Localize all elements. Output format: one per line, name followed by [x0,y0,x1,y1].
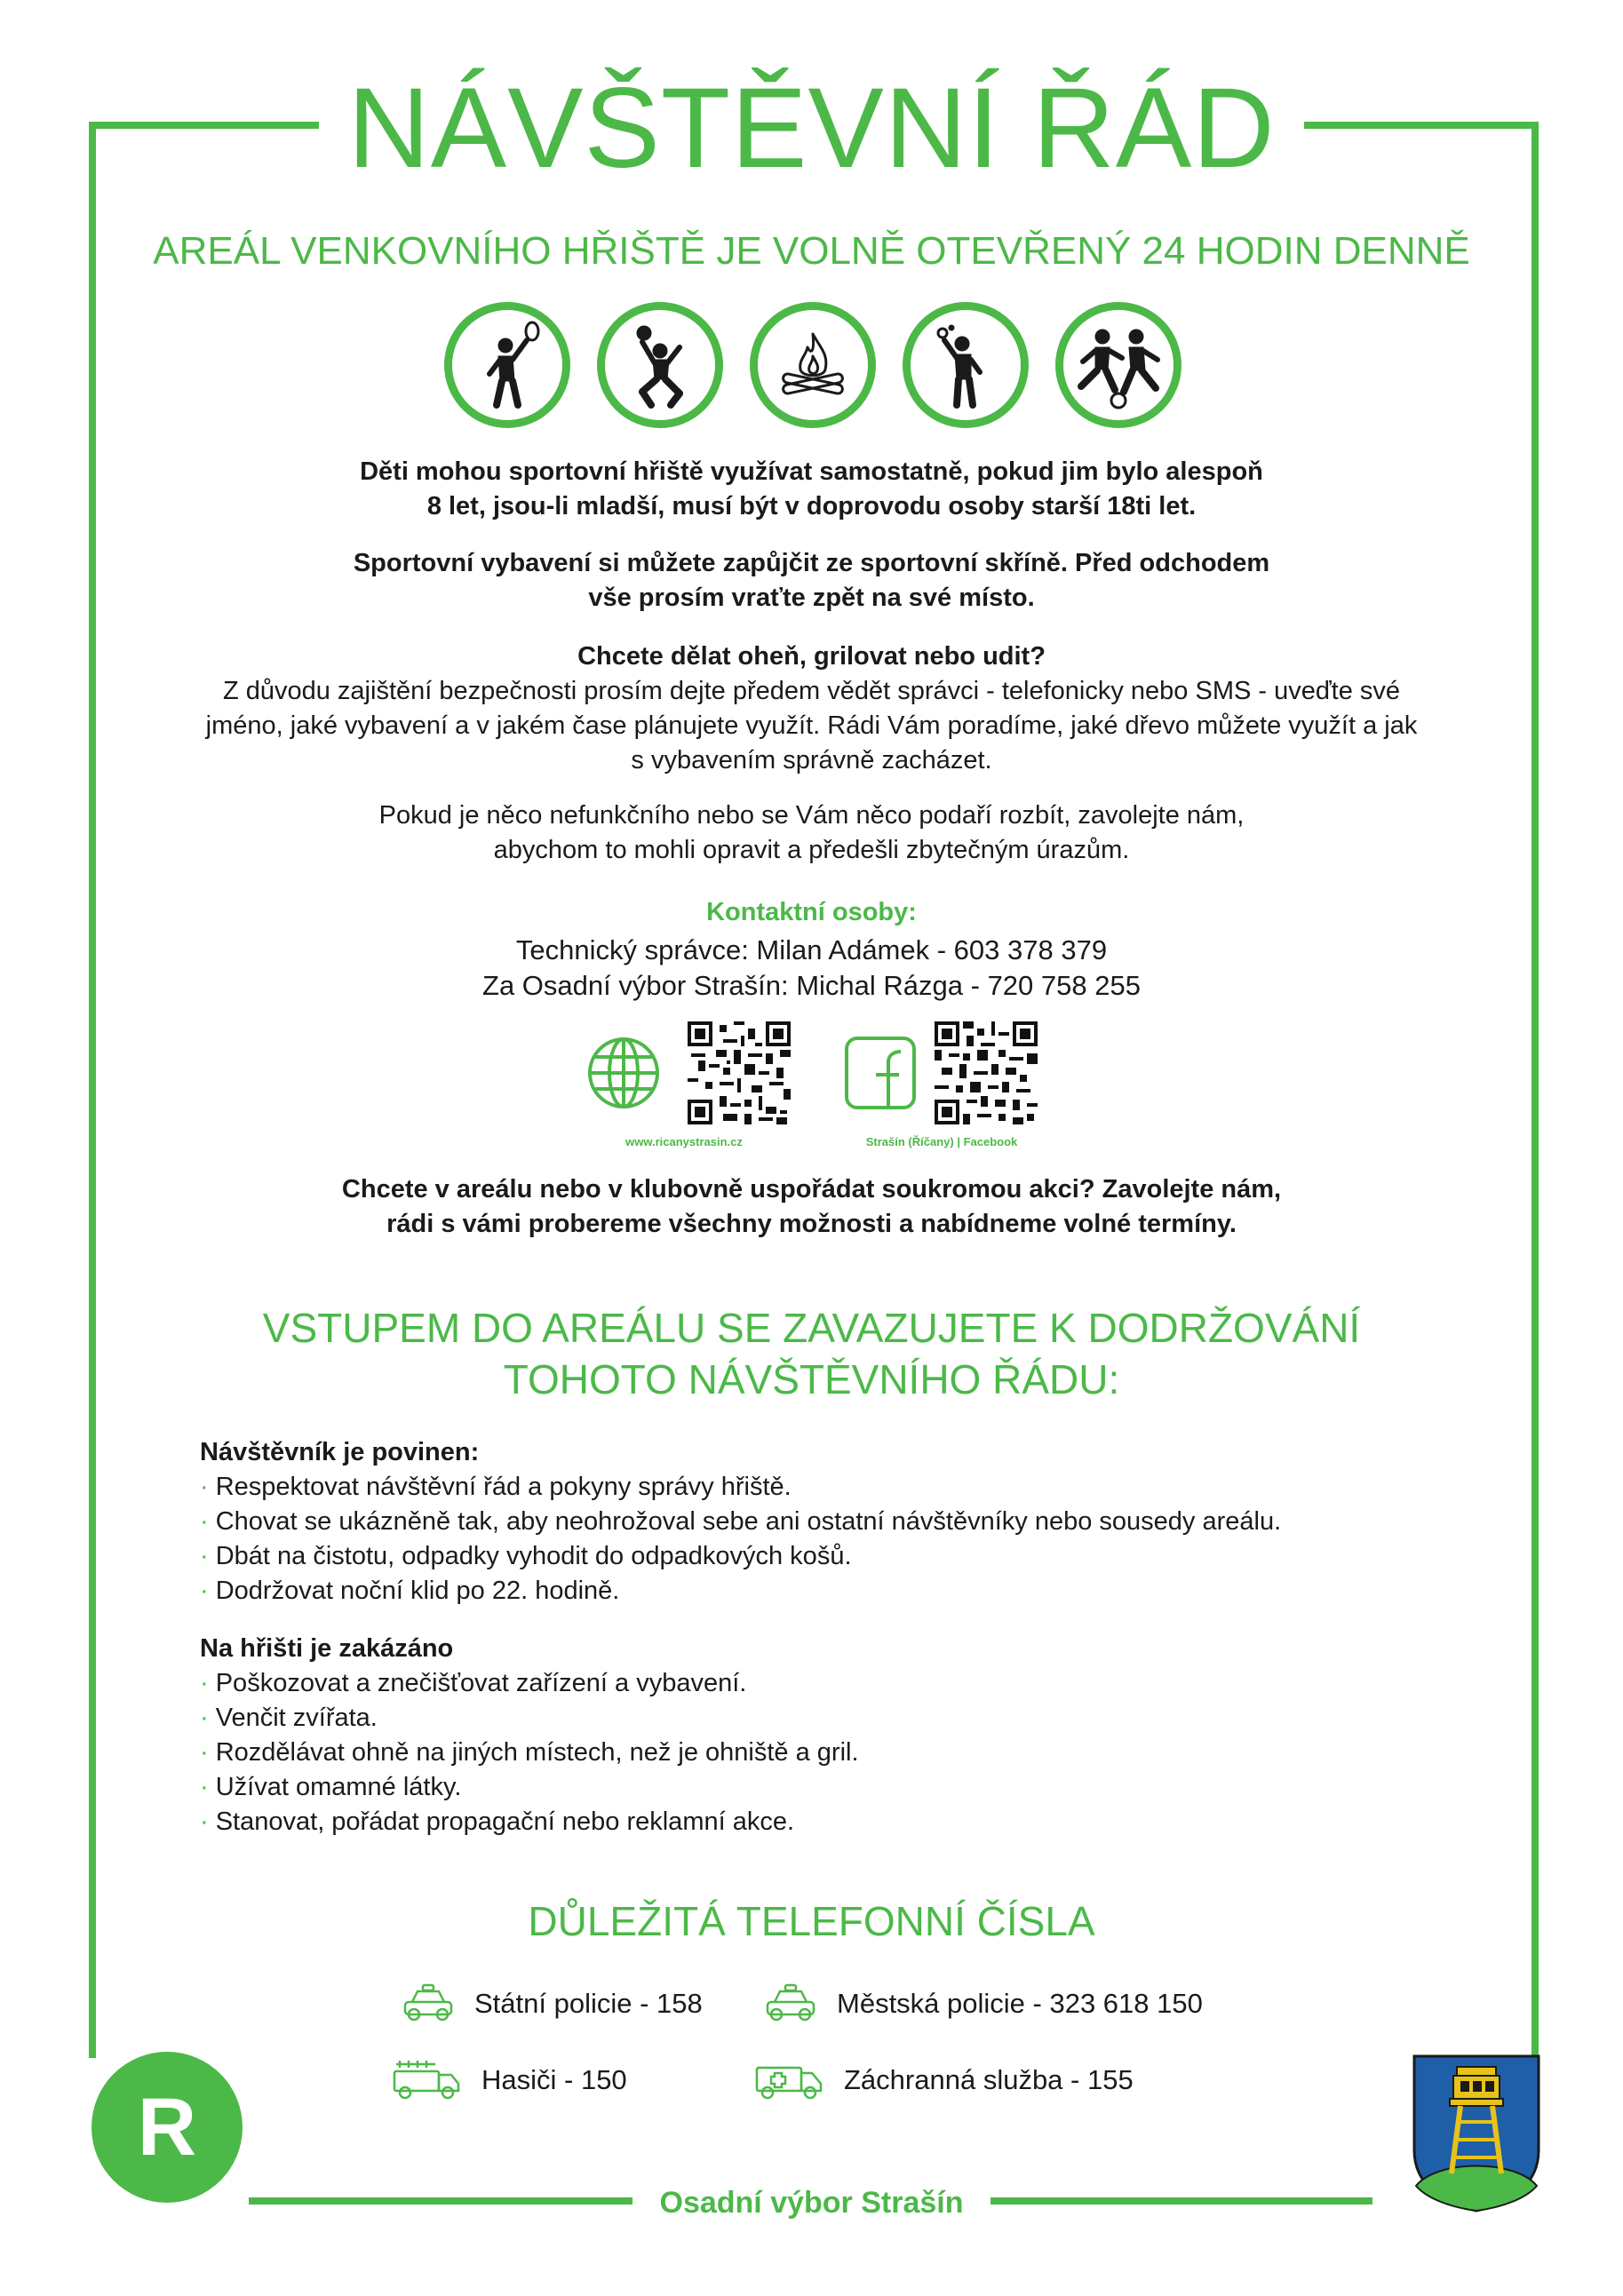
paragraph-private-event [107,1172,1516,1242]
globe-icon [586,1036,661,1110]
text-line: s vybavením správně zacházet. [631,746,992,775]
phone-city-police[interactable] [764,1982,1203,2025]
list-item: · Venčit zvířata. [200,1704,378,1732]
facebook-qr-code [935,1021,1038,1124]
heading-line: VSTUPEM DO AREÁLU SE ZAVAZUJETE K DODRŽOVÁNÍ [262,1305,1361,1351]
text-line: jméno, jaké vybavení a v jakém čase plánujete využít. Rádi Vám poradíme, jaké dřevo můžete využít a jak [205,711,1418,740]
frame-left [89,122,96,2058]
list-item: · Dbát na čistotu, odpadky vyhodit do odpadkových košů. [200,1542,852,1570]
text-line: Pokud je něco nefunkčního nebo se Vám něco podaří rozbít, zavolejte nám, [378,801,1245,830]
web-caption[interactable]: www.ricanystrasin.cz [625,1135,743,1148]
contact-committee: Za Osadní výbor Strašín: Michal Rázga - 720 758 255 [482,970,1141,1001]
footer-org-name: Osadní výbor Strašín [0,2186,1623,2221]
phone-label: Městská policie - 323 618 150 [837,1988,1203,2019]
contacts-title: Kontaktní osoby: [706,898,917,926]
phone-label: Hasiči - 150 [481,2064,627,2095]
rules-obliged-title: Návštěvník je povinen: [200,1438,480,1466]
fire-truck-icon [391,2059,462,2101]
text-line: Chcete v areálu nebo v klubovně uspořádat soukromou akci? Zavolejte nám, [341,1175,1282,1204]
text-line: 8 let, jsou-li mladší, musí být v doprovodu osoby starší 18ti let. [426,492,1197,520]
coat-of-arms-icon [1411,2053,1542,2213]
activity-icons [444,302,1181,435]
paragraph-fire-title [107,640,1516,674]
paragraph-broken [107,798,1516,868]
page-title: NÁVŠTĚVNÍ ŘÁD [0,71,1623,187]
list-item: · Respektovat návštěvní řád a pokyny správy hřiště. [200,1473,792,1501]
rules-forbidden-title: Na hřišti je zakázáno [200,1634,454,1663]
ambulance-icon [753,2059,824,2101]
phone-label: Záchranná služba - 155 [844,2064,1134,2095]
text-line: vše prosím vraťte zpět na své místo. [588,584,1035,612]
rules-obliged [200,1435,1532,1609]
web-qr-code [688,1021,791,1124]
police-car-icon [764,1982,817,2025]
phone-ambulance[interactable] [753,2059,1134,2101]
police-car-icon [402,1982,455,2025]
table-tennis-icon [903,302,1029,428]
list-item: · Rozdělávat ohně na jiných místech, než je ohniště a gril. [200,1738,859,1767]
phone-firefighters[interactable] [391,2059,627,2101]
facebook-qr-block[interactable] [844,1021,1038,1124]
list-item: · Užívat omamné látky. [200,1773,462,1801]
facebook-caption[interactable]: Strašín (Říčany) | Facebook [865,1135,1018,1148]
rules-forbidden [200,1632,1532,1839]
volleyball-icon [597,302,723,428]
ricany-logo: R [91,2052,243,2203]
text-line: Z důvodu zajištění bezpečnosti prosím dejte předem vědět správci - telefonicky nebo SMS - uveďte své [222,677,1401,705]
opening-hours-subtitle: AREÁL VENKOVNÍHO HŘIŠTĚ JE VOLNĚ OTEVŘENÝ 24 HODIN DENNĚ [153,229,1470,273]
facebook-icon [844,1036,917,1110]
text-line: Děti mohou sportovní hřiště využívat samostatně, pokud jim bylo alespoň [360,457,1263,486]
phone-label: Státní policie - 158 [474,1988,703,2019]
paragraph-equipment [107,546,1516,616]
list-item: · Chovat se ukázněně tak, aby neohrožoval sebe ani ostatní návštěvníky nebo sousedy areálu. [200,1507,1282,1536]
list-item: · Stanovat, pořádat propagační nebo reklamní akce. [200,1807,795,1836]
list-item: · Poškozovat a znečišťovat zařízení a vybavení. [200,1669,747,1697]
web-qr-block[interactable] [586,1021,791,1124]
football-icon [1055,302,1181,428]
text-line: abychom to mohli opravit a předešli zbytečným úrazům. [493,836,1130,864]
commitment-heading [0,1302,1623,1405]
paragraph-children [107,455,1516,524]
text-line: rádi s vámi probereme všechny možnosti a nabídneme volné termíny. [386,1210,1237,1238]
text-line: Sportovní vybavení si můžete zapůjčit ze sportovní skříně. Před odchodem [353,549,1270,577]
phone-state-police[interactable] [402,1982,703,2025]
paragraph-fire [80,674,1543,778]
frame-right [1532,122,1539,2058]
phones-title: DŮLEŽITÁ TELEFONNÍ ČÍSLA [528,1898,1095,1944]
contact-technical: Technický správce: Milan Adámek - 603 378 379 [515,934,1108,965]
campfire-icon [750,302,876,428]
badminton-icon [444,302,570,428]
text-line: Chcete dělat oheň, grilovat nebo udit? [577,642,1046,671]
list-item: · Dodržovat noční klid po 22. hodině. [200,1577,620,1605]
heading-line: TOHOTO NÁVŠTĚVNÍHO ŘÁDU: [503,1356,1120,1402]
